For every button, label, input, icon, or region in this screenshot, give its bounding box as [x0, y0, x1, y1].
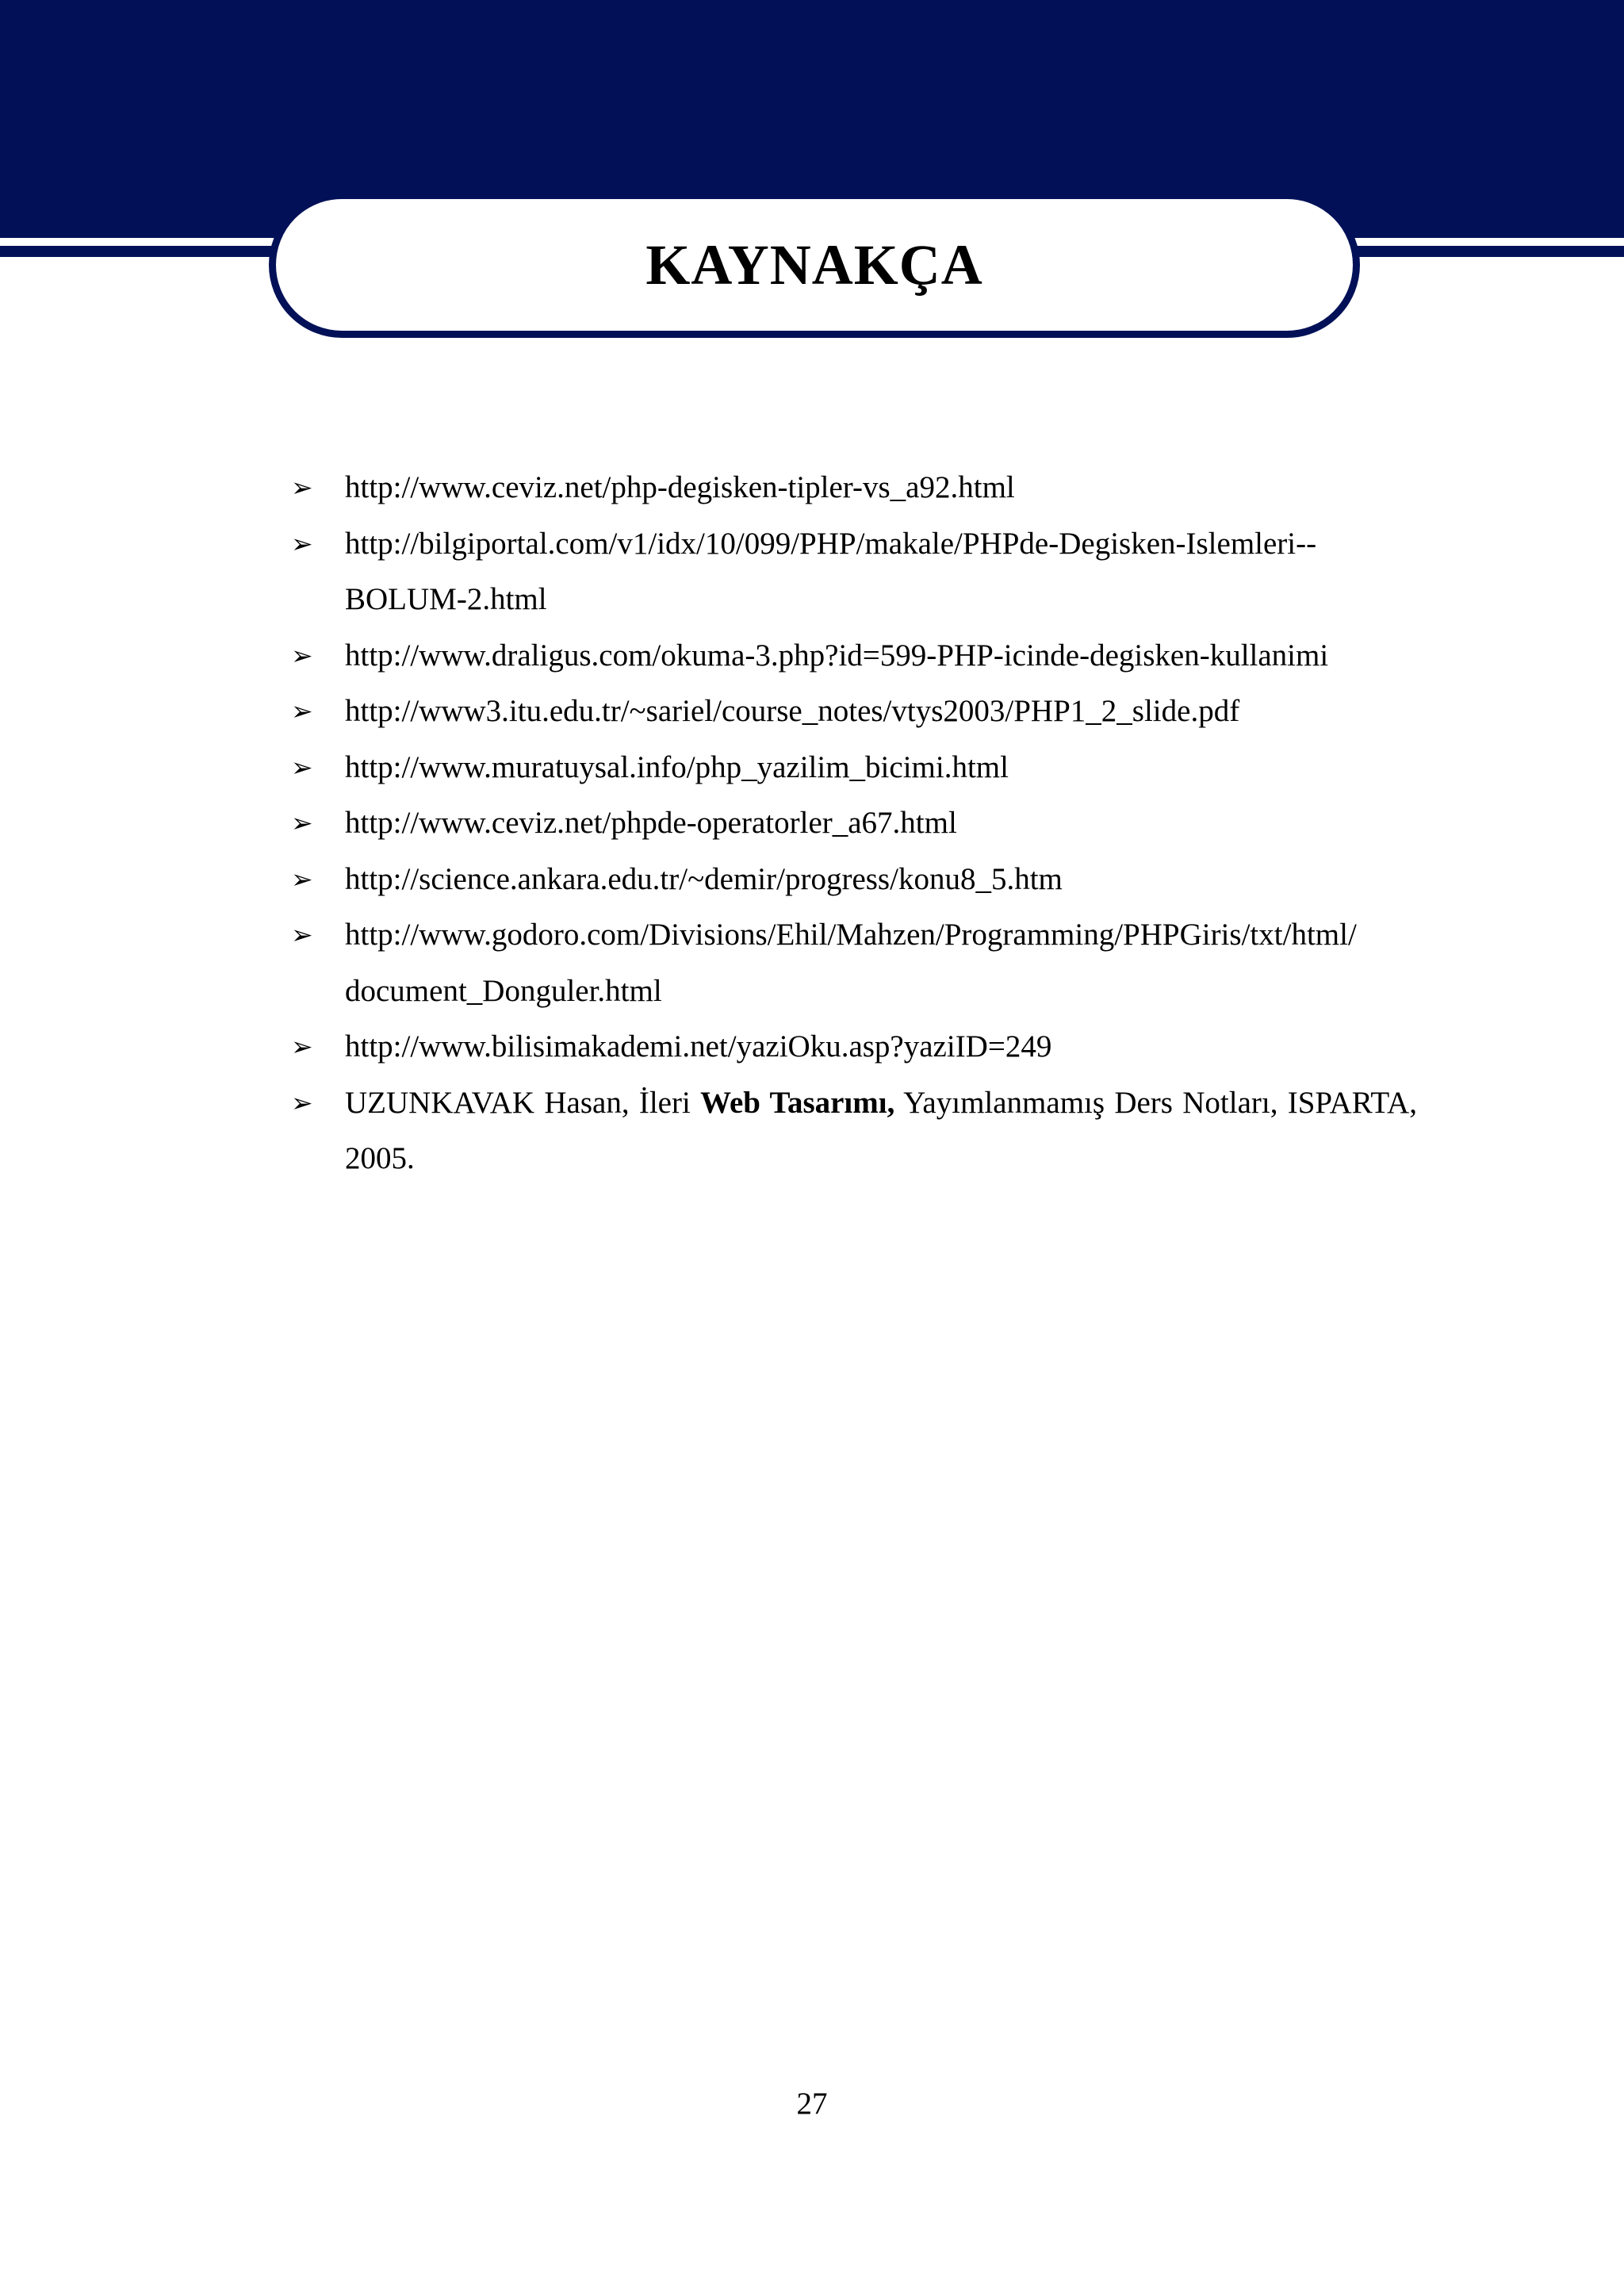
- reference-link[interactable]: http://www.ceviz.net/phpde-operatorler_a67.html: [345, 806, 957, 840]
- citation-author: UZUNKAVAK Hasan, İleri: [345, 1085, 691, 1120]
- arrow-bullet-icon: ➢: [291, 919, 313, 950]
- arrow-bullet-icon: ➢: [291, 863, 313, 895]
- title-banner: [269, 192, 1360, 338]
- arrow-bullet-icon: ➢: [291, 1087, 313, 1118]
- arrow-bullet-icon: ➢: [291, 472, 313, 503]
- reference-item: [291, 628, 1417, 684]
- page-title: KAYNAKÇA: [645, 232, 983, 297]
- citation-details: Yayımlanmamış Ders Notları, ISPARTA, 2005.: [345, 1085, 1417, 1175]
- reference-link[interactable]: http://www.draligus.com/okuma-3.php?id=599-PHP-icinde-degisken-kullanimi: [345, 638, 1329, 673]
- reference-link-line-1: http://bilgiportal.com/v1/idx/10/099/PHP/makale/PHPde-Degisken-Islemleri--: [345, 526, 1317, 561]
- arrow-bullet-icon: ➢: [291, 807, 313, 838]
- reference-item: [291, 907, 1417, 1019]
- reference-link[interactable]: http://www.ceviz.net/php-degisken-tipler-vs_a92.html: [345, 470, 1015, 504]
- reference-link[interactable]: http://www3.itu.edu.tr/~sariel/course_notes/vtys2003/PHP1_2_slide.pdf: [345, 694, 1240, 728]
- reference-citation: [345, 1075, 1417, 1187]
- arrow-bullet-icon: ➢: [291, 751, 313, 783]
- reference-item: [291, 1019, 1417, 1075]
- reference-link[interactable]: http://science.ankara.edu.tr/~demir/progress/konu8_5.htm: [345, 861, 1063, 896]
- reference-item: [291, 740, 1417, 796]
- reference-link-line-2: BOLUM-2.html: [345, 582, 547, 616]
- reference-link[interactable]: http://www.muratuysal.info/php_yazilim_bicimi.html: [345, 749, 1009, 784]
- reference-link[interactable]: [345, 516, 1417, 628]
- reference-link[interactable]: http://www.bilisimakademi.net/yaziOku.asp?yaziID=249: [345, 1029, 1052, 1064]
- arrow-bullet-icon: ➢: [291, 639, 313, 671]
- reference-link-line-2: document_Donguler.html: [345, 973, 662, 1008]
- reference-link[interactable]: [345, 907, 1417, 1019]
- reference-link-line-1: http://www.godoro.com/Divisions/Ehil/Mahzen/Programming/PHPGiris/txt/html/: [345, 918, 1357, 952]
- reference-item: [291, 684, 1417, 740]
- reference-item: [291, 795, 1417, 852]
- reference-item: [291, 460, 1417, 516]
- arrow-bullet-icon: ➢: [291, 696, 313, 726]
- arrow-bullet-icon: ➢: [291, 1031, 313, 1062]
- reference-item: [291, 1075, 1417, 1187]
- reference-list: [291, 460, 1417, 1187]
- citation-title: Web Tasarımı,: [700, 1085, 895, 1120]
- page-number: 27: [796, 2087, 828, 2121]
- arrow-bullet-icon: ➢: [291, 527, 313, 559]
- reference-item: [291, 852, 1417, 908]
- reference-item: [291, 516, 1417, 628]
